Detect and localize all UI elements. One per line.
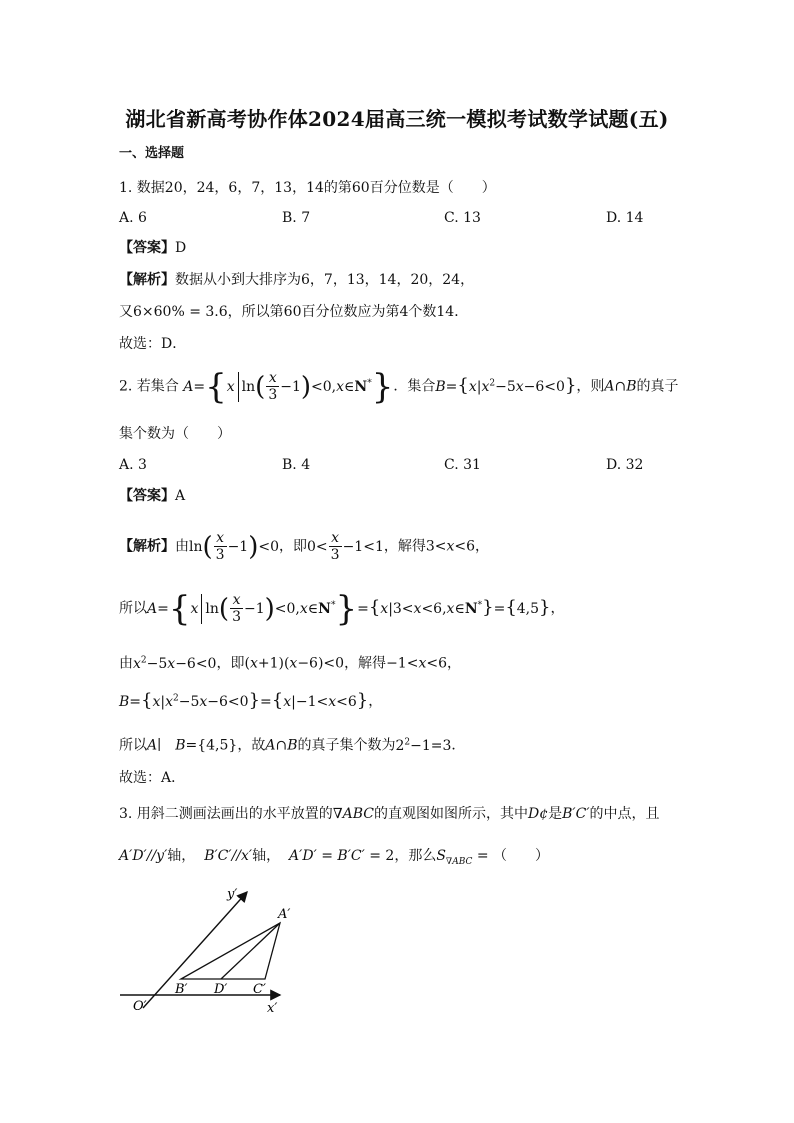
analysis-text: ，解得 — [383, 538, 426, 555]
math-expression: $x^2-5x-6<0$ — [133, 655, 217, 672]
q2-option-b: B. 4 — [282, 457, 311, 473]
q1-option-c: C. 13 — [444, 210, 481, 226]
math-expression: $2^2-1=3$ — [395, 737, 452, 754]
math-expression: $B=\{x|x^2-5x-6<0\}=\{x|-1<x<6\}$ — [119, 689, 369, 711]
stem-text: 3. 用斜二测画法画出的水平放置的 — [119, 806, 333, 822]
set-a-definition: A={x ln( $\frac{x}{3}$ −1)<0,x∈N*} — [183, 366, 394, 407]
analysis-text: 的真子集个数为 — [297, 737, 396, 754]
q2-answer — [119, 486, 185, 506]
stem-text: ，那么 — [394, 848, 437, 864]
analysis-text: ，故 — [237, 737, 266, 754]
math-expression: A∣ B={4,5} — [147, 737, 238, 754]
math-expression: B′C′//x′ — [204, 848, 253, 864]
analysis-text: 又 — [119, 304, 133, 320]
q2-analysis-1: 【解析】由ln( $\frac{x}{3}$ −1)<0，即0< $\frac{x}{3}$ −1<1，解得3<x<6， — [119, 530, 490, 563]
q1-option-a: A. 6 — [119, 210, 147, 226]
q3-stem-continued — [119, 846, 549, 872]
math-expression: 3<x<6 — [425, 538, 476, 555]
set-b-definition: $B=\{x|x^2-5x-6<0\}$ — [435, 374, 577, 396]
q2-stem — [119, 366, 679, 407]
analysis-text: ，即 — [216, 655, 245, 672]
answer-label: 【答案】 — [119, 240, 175, 256]
stem-text: 轴， — [252, 848, 281, 864]
stem-text: 是 — [548, 806, 563, 822]
analysis-text: 所以 — [119, 600, 147, 617]
analysis-text: 数据从小到大排序为6，7，13，14，20，24， — [175, 272, 475, 288]
q1-analysis-1 — [119, 270, 474, 290]
q2-stem-continued: 集个数为（ ） — [119, 426, 231, 442]
label-o-prime: O′ — [133, 999, 147, 1014]
answer-value: A — [175, 488, 186, 504]
q2-analysis-2: 所以A={x ln( $\frac{x}{3}$ −1)<0,x∈N*}={x|3<x<6,x∈N*}={4,5}， — [119, 588, 565, 629]
stem-text: 轴， — [167, 848, 196, 864]
answer-value: D — [175, 240, 187, 256]
math-expression: (x+1)(x−6)<0 — [244, 655, 345, 672]
stem-text: 的直观图如图所示，其中 — [373, 806, 528, 822]
q1-conclusion: 故选：D． — [119, 336, 187, 352]
math-expression: A′D′//y′ — [119, 848, 168, 864]
analysis-text: ，解得 — [344, 655, 387, 672]
label-y-prime: y′ — [227, 887, 238, 902]
analysis-text: 由 — [175, 538, 189, 555]
q2-analysis-5: 所以A∣ B={4,5}，故A∩B的真子集个数为$2^2-1=3$． — [119, 737, 466, 754]
stem-text: ．集合 — [393, 378, 436, 395]
math-expression: ∇ABC — [332, 806, 374, 822]
section-heading: 一、选择题 — [119, 146, 185, 161]
stem-text: 的真子 — [636, 378, 679, 395]
stem-text: 2. 若集合 — [119, 378, 179, 395]
analysis-text: 所以 — [119, 737, 147, 754]
q2-option-a: A. 3 — [119, 457, 147, 473]
analysis-text: ，即 — [279, 538, 308, 555]
math-expression: −1<x<6 — [386, 655, 447, 672]
q2-analysis-4: $B=\{x|x^2-5x-6<0\}=\{x|-1<x<6\}$， — [119, 689, 383, 711]
analysis-label: 【解析】 — [119, 538, 175, 555]
label-a-prime: A′ — [278, 907, 291, 922]
math-expression: D¢ — [527, 806, 549, 822]
math-expression: A={x ln( $\frac{x}{3}$ −1)<0,x∈N*}={x|3<x<6,x∈N*}={4,5} — [147, 588, 551, 629]
analysis-text: 由 — [119, 655, 133, 672]
q1-analysis-2 — [119, 302, 468, 322]
stem-text: 的中点，且 — [589, 806, 660, 822]
math-expression: $S_{\nabla ABC}$ = — [436, 848, 494, 867]
math-expression: 0< $\frac{x}{3}$ −1<1 — [307, 530, 384, 563]
q3-stem — [119, 804, 660, 824]
math-expression: 6×60% = 3.6 — [133, 304, 228, 320]
q1-stem: 1. 数据20，24，6，7，13，14的第60百分位数是（ ） — [119, 180, 496, 196]
math-expression: ln( $\frac{x}{3}$ −1)<0 — [189, 530, 280, 563]
q2-option-d: D. 32 — [606, 457, 644, 473]
analysis-text: ，所以第60百分位数应为第4个数14． — [227, 304, 469, 320]
q2-option-c: C. 31 — [444, 457, 481, 473]
q1-option-b: B. 7 — [282, 210, 311, 226]
label-b-prime: B′ — [175, 982, 188, 997]
q2-conclusion: 故选：A． — [119, 770, 186, 786]
q1-answer — [119, 238, 186, 258]
q1-option-d: D. 14 — [606, 210, 644, 226]
label-x-prime: x′ — [267, 1001, 278, 1016]
math-expression: A′D′ = B′C′ = 2 — [289, 848, 395, 864]
stem-text: ，则 — [576, 378, 605, 395]
stem-text: （ ） — [493, 848, 550, 864]
oblique-projection-figure — [115, 880, 295, 1020]
q2-analysis-3: 由$x^2-5x-6<0$，即(x+1)(x−6)<0，解得−1<x<6， — [119, 655, 461, 672]
math-expression: A∩B — [265, 737, 298, 754]
answer-label: 【答案】 — [119, 488, 175, 504]
label-c-prime: C′ — [253, 982, 266, 997]
page-title: 湖北省新高考协作体2024届高三统一模拟考试数学试题(五) — [125, 107, 669, 131]
intersection-expression: A∩B — [604, 378, 637, 395]
math-expression: B′C′ — [562, 806, 590, 822]
analysis-label: 【解析】 — [119, 272, 175, 288]
label-d-prime: D′ — [214, 982, 228, 997]
